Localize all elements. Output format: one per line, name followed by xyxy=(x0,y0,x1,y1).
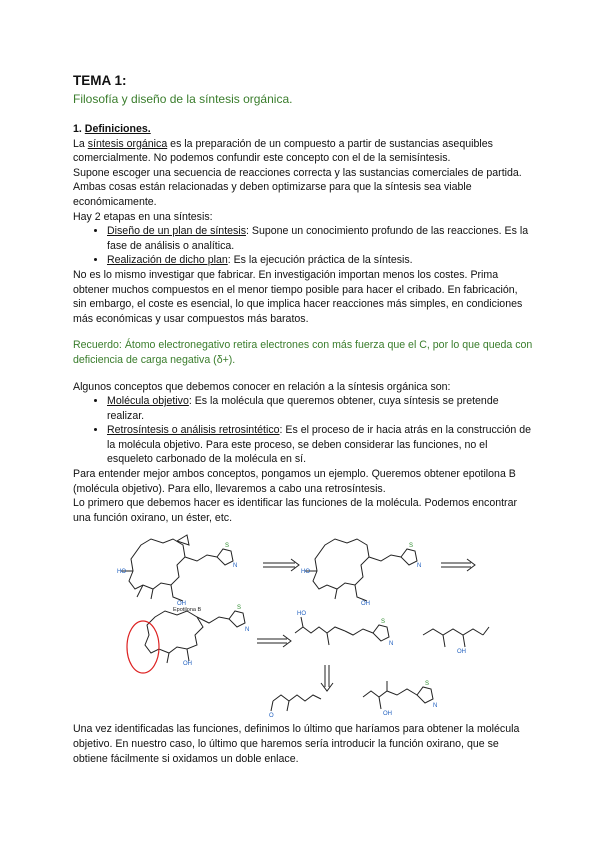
text-fragment: La xyxy=(73,137,88,150)
label-n: N xyxy=(389,641,394,648)
fragment-d xyxy=(363,681,433,709)
section-number: 1. xyxy=(73,123,82,135)
list-item-term: Diseño de un plan de síntesis xyxy=(107,225,246,238)
label-s: S xyxy=(381,619,386,626)
paragraph-sequence: Supone escoger una secuencia de reacciones correcta y las sustancias comerciales de partida. Ambas cosas están relacionadas y deben optimizarse para que la síntesis sea viable económicamente. xyxy=(73,166,522,208)
term-sintesis-organica: síntesis orgánica xyxy=(87,137,168,150)
list-item-term: Realización de dicho plan xyxy=(107,254,228,267)
section-title: Definiciones. xyxy=(84,123,151,135)
retro-arrow-3 xyxy=(257,635,291,647)
label-oh: OH xyxy=(177,601,186,608)
label-ho: HO xyxy=(301,569,310,576)
label-ho: HO xyxy=(297,611,306,618)
ester-highlight-circle xyxy=(127,621,159,673)
label-oh: OH xyxy=(457,649,466,656)
retro-arrow-4 xyxy=(321,665,333,691)
paragraph-oxirane: Una vez identificadas las funciones, definimos lo último que haríamos para obtener la molécula objetivo. En nuestro caso, lo último que haremos sería introducir la función oxirano, que se obtiene fácilmente si oxidamos un doble enlace. xyxy=(73,723,520,765)
paragraph-functions: Lo primero que debemos hacer es identificar las funciones de la molécula. Podemos encontrar una función oxirano, un éster, etc. xyxy=(73,497,518,524)
label-s: S xyxy=(409,543,414,550)
label-n: N xyxy=(245,627,250,634)
fragment-a xyxy=(295,617,389,645)
page-title: TEMA 1: xyxy=(73,73,127,88)
list-item-text: : Supone un conocimiento profundo de las reacciones. Es la fase de análisis o analítica. xyxy=(107,225,529,252)
label-oh: OH xyxy=(361,601,370,608)
paragraph-example: Para entender mejor ambos conceptos, pongamos un ejemplo. Queremos obtener epotilona B (molécula objetivo). Para ello, llevaremos a cabo una retrosíntesis. xyxy=(73,468,516,495)
molecule-epotilona-b xyxy=(121,535,233,601)
label-n: N xyxy=(417,563,422,570)
list-item-term: Retrosíntesis o análisis retrosintético xyxy=(107,424,280,437)
label-n: N xyxy=(233,563,238,570)
paragraph-costs: No es lo mismo investigar que fabricar. En investigación importan menos los costes. Prima obtener muchos compuestos en el menor tiempo posible para hacer el cribado. En fabricación, sin embargo, el coste es esencial, lo que implica hacer reacciones más simples, en condiciones más económicas y usar compuestos más baratos. xyxy=(73,268,523,325)
label-s: S xyxy=(237,605,242,612)
paragraph-stages-intro: Hay 2 etapas en una síntesis: xyxy=(73,210,213,223)
list-item xyxy=(107,423,533,467)
label-oh: OH xyxy=(183,661,192,668)
list-item-text: : Es el proceso de ir hacia atrás en la construcción de la molécula objetivo. Para este proceso, se deben considerar las funciones, no el esqueleto carbonado de la molécula en sí. xyxy=(107,424,531,466)
section-heading xyxy=(73,122,533,137)
label-o: O xyxy=(269,713,274,718)
label-ho: HO xyxy=(117,569,126,576)
text-fragment: es la preparación de un compuesto a partir de sustancias asequibles comercialmente. No podemos confundir este concepto con el de la semisíntesis. xyxy=(73,137,493,165)
retro-arrow-2 xyxy=(441,559,475,571)
label-epotilona-b: Epotilona B xyxy=(173,607,202,614)
reminder-note: Recuerdo: Átomo electronegativo retira electrones con más fuerza que el C, por lo que queda con deficiencia de carga negativa (δ+). xyxy=(73,339,533,366)
list-item-term: Molécula objetivo xyxy=(107,395,189,408)
list-item xyxy=(107,253,533,268)
document-page xyxy=(73,72,533,766)
molecule-alkene-intermediate xyxy=(305,539,417,601)
retrosynthesis-scheme xyxy=(73,531,533,717)
concepts-list xyxy=(73,394,533,467)
label-n: N xyxy=(433,703,438,710)
molecule-seco-acid xyxy=(145,611,245,663)
page-subtitle: Filosofía y diseño de la síntesis orgánica. xyxy=(73,92,293,106)
list-item-text: : Es la molécula que queremos obtener, cuya síntesis se pretende realizar. xyxy=(107,395,499,422)
list-item xyxy=(107,394,533,423)
label-oh: OH xyxy=(383,711,392,718)
retro-arrow-1 xyxy=(263,559,299,571)
fragment-b xyxy=(423,627,489,647)
label-s: S xyxy=(425,681,430,688)
label-s: S xyxy=(225,543,230,550)
retrosynthesis-figure xyxy=(73,531,533,717)
paragraph-definition xyxy=(73,137,533,166)
fragment-c xyxy=(271,695,321,711)
list-item-text: : Es la ejecución práctica de la síntesis. xyxy=(227,254,413,267)
stages-list xyxy=(73,224,533,268)
list-item xyxy=(107,224,533,253)
paragraph-concepts-intro: Algunos conceptos que debemos conocer en relación a la síntesis orgánica son: xyxy=(73,380,451,393)
